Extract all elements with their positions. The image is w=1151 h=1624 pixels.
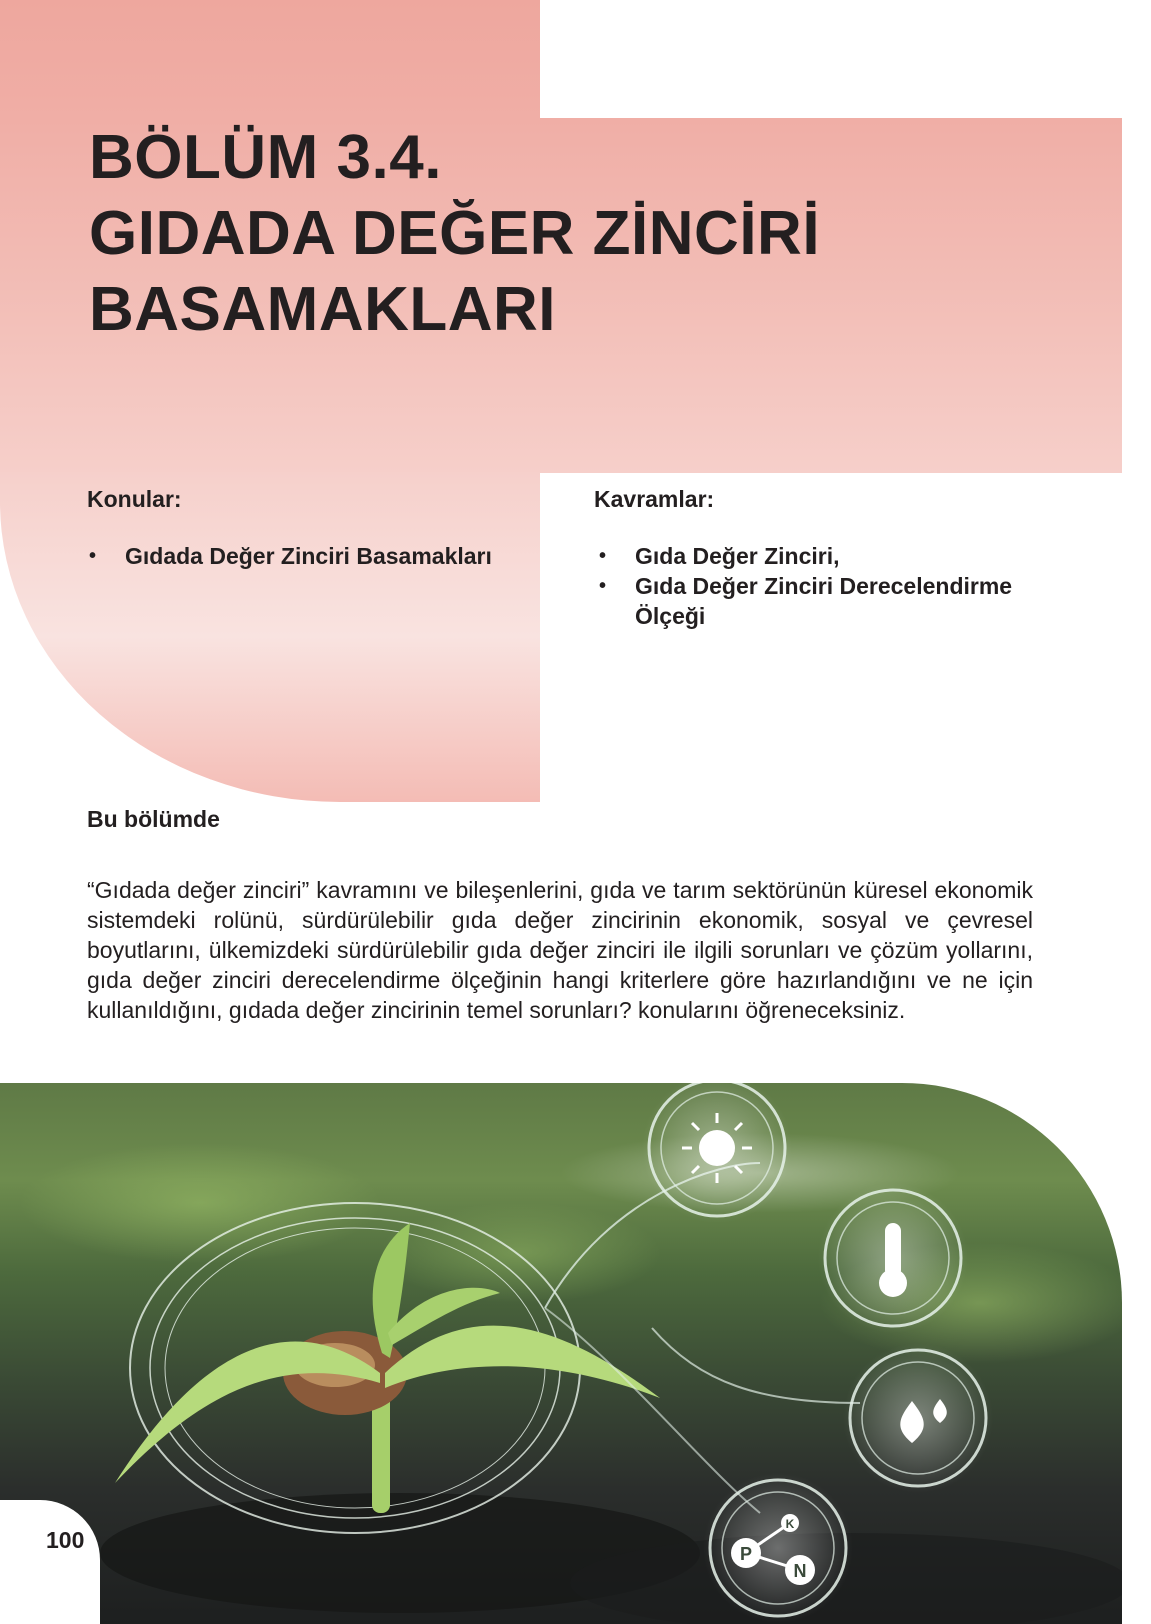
bullet-icon: • bbox=[599, 545, 607, 567]
nutrients-icon bbox=[703, 1473, 853, 1623]
nutrient-p-label: P bbox=[739, 1544, 753, 1564]
bullet-icon: • bbox=[89, 545, 97, 567]
chapter-title-line-1: BÖLÜM 3.4. bbox=[89, 123, 442, 192]
list-item bbox=[597, 541, 1067, 571]
header-band-top bbox=[0, 0, 540, 120]
photo-illustration bbox=[0, 1083, 1122, 1624]
water-drops-icon bbox=[843, 1343, 993, 1493]
nutrient-k-label: K bbox=[785, 1517, 795, 1531]
chapter-title bbox=[89, 120, 820, 348]
seedling-photo bbox=[0, 1083, 1122, 1624]
bullet-icon: • bbox=[599, 575, 607, 597]
chapter-title-line-3: BASAMAKLARI bbox=[89, 275, 557, 344]
nutrient-n-label: N bbox=[793, 1561, 807, 1581]
concepts-list bbox=[597, 541, 1067, 631]
page-number: 100 bbox=[46, 1527, 85, 1553]
topics-heading: Konular: bbox=[87, 486, 182, 512]
concepts-heading: Kavramlar: bbox=[594, 486, 715, 512]
list-item bbox=[87, 541, 557, 571]
concept-text: Gıda Değer Zinciri Derecelendirme Ölçeği bbox=[635, 573, 1013, 629]
list-item bbox=[597, 571, 1067, 631]
chapter-title-line-2: GIDADA DEĞER ZİNCİRİ bbox=[89, 199, 821, 268]
section-heading: Bu bölümde bbox=[87, 806, 220, 832]
thermometer-icon bbox=[818, 1183, 968, 1333]
topics-list bbox=[87, 541, 557, 571]
header-band-lower bbox=[0, 472, 540, 802]
intro-paragraph: “Gıdada değer zinciri” kavramını ve bileşenlerini, gıda ve tarım sektörünün küresel ekonomik sistemdeki rolünü, sürdürülebilir gıda değer zincirinin ekonomik, sosyal ve çevresel boyutlarını, ülkemizdeki sürdürülebilir gıda değer zinciri ile ilgili sorunları ve çözüm yollarını, gıda değer zinciri derecelendirme ölçeğinin hangi kriterlere göre hazırlandığını ve ne için kullanıldığını, gıdada değer zincirinin temel sorunları? konularını öğreneceksiniz. bbox=[87, 877, 1033, 1023]
topic-text: Gıdada Değer Zinciri Basamakları bbox=[125, 543, 492, 569]
concept-text: Gıda Değer Zinciri, bbox=[635, 543, 840, 569]
